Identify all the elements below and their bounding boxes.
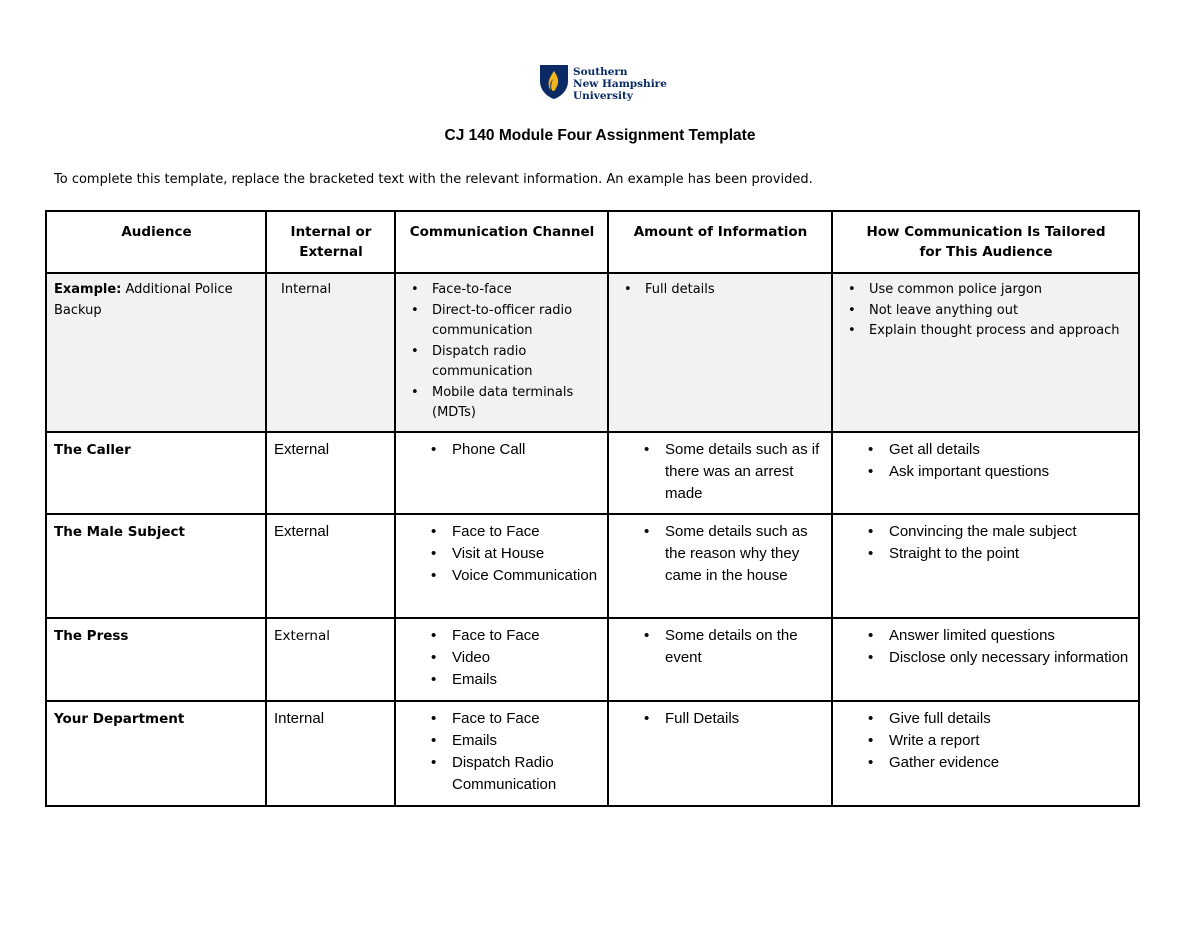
- amount-cell: [608, 432, 832, 514]
- list-item: • Give full details: [860, 708, 1132, 730]
- list-item: • Face to Face: [423, 625, 601, 647]
- header-tailored-line1: How Communication Is Tailored: [866, 224, 1106, 240]
- list-item: • Some details on the event: [636, 625, 825, 669]
- table-row: [46, 432, 1139, 514]
- list-item: • Disclose only necessary information: [860, 647, 1132, 669]
- header-audience: [46, 211, 266, 273]
- header-tailored: [832, 211, 1139, 273]
- channel-cell: [395, 618, 608, 701]
- page-title: CJ 140 Module Four Assignment Template: [444, 127, 756, 144]
- list-item: • Write a report: [860, 730, 1132, 752]
- internal-cell: [266, 432, 395, 514]
- header-channel: [395, 211, 608, 273]
- list-item: • Get all details: [860, 439, 1132, 461]
- internal-cell: [266, 618, 395, 701]
- tailored-cell: [832, 514, 1139, 618]
- amount-list: [636, 625, 825, 669]
- header-internal-line1: Internal or: [290, 224, 372, 240]
- list-item: • Emails: [423, 730, 601, 752]
- audience-cell: [46, 432, 266, 514]
- header-audience-label: Audience: [121, 224, 192, 240]
- example-audience-cell: [46, 273, 266, 432]
- list-item: • Direct-to-officer radio communication: [403, 301, 601, 342]
- header-row: [46, 211, 1139, 273]
- internal-value: Internal: [274, 710, 325, 727]
- channel-cell: [395, 514, 608, 618]
- header-amount-label: Amount of Information: [633, 224, 808, 240]
- internal-cell: [266, 701, 395, 806]
- list-item: • Full Details: [636, 708, 825, 730]
- example-amount-cell: [608, 273, 832, 432]
- example-row: [46, 273, 1139, 432]
- example-label: Example:: [54, 282, 122, 297]
- list-item: • Dispatch radio communication: [403, 342, 601, 383]
- tailored-list: [860, 708, 1132, 774]
- list-item: • Mobile data terminals (MDTs): [403, 383, 601, 424]
- channel-list: [423, 625, 601, 691]
- header-tailored-line2: for This Audience: [919, 244, 1053, 260]
- list-item: • Straight to the point: [860, 543, 1132, 565]
- tailored-cell: [832, 618, 1139, 701]
- list-item: • Convincing the male subject: [860, 521, 1132, 543]
- logo-line-2: New Hampshire: [573, 78, 667, 90]
- amount-cell: [608, 701, 832, 806]
- list-item: • Not leave anything out: [840, 301, 1132, 322]
- channel-cell: [395, 701, 608, 806]
- logo-line-1: Southern: [573, 66, 628, 78]
- list-item: • Full details: [616, 280, 825, 301]
- list-item: • Face to Face: [423, 521, 601, 543]
- list-item: • Emails: [423, 669, 601, 691]
- channel-cell: [395, 432, 608, 514]
- tailored-cell: [832, 432, 1139, 514]
- table-row: [46, 701, 1139, 806]
- tailored-cell: [832, 701, 1139, 806]
- audience-cell: [46, 618, 266, 701]
- internal-value: External: [274, 441, 330, 458]
- table-row: [46, 618, 1139, 701]
- assignment-table: [45, 210, 1140, 807]
- table-row: [46, 514, 1139, 618]
- list-item: • Some details such as the reason why they came in the house: [636, 521, 825, 587]
- channel-list: [423, 708, 601, 796]
- example-tailored-list: [840, 280, 1132, 342]
- amount-cell: [608, 514, 832, 618]
- list-item: • Phone Call: [423, 439, 601, 461]
- amount-list: [636, 439, 825, 505]
- example-audience: Additional Police Backup: [54, 282, 233, 318]
- list-item: • Voice Communication: [423, 565, 601, 587]
- list-item: • Explain thought process and approach: [840, 321, 1132, 342]
- header-channel-label: Communication Channel: [409, 224, 595, 240]
- shield-flame-icon: [539, 64, 569, 100]
- list-item: • Video: [423, 647, 601, 669]
- tailored-list: [860, 521, 1132, 565]
- audience-label: The Male Subject: [54, 524, 185, 540]
- internal-cell: [266, 514, 395, 618]
- list-item: • Gather evidence: [860, 752, 1132, 774]
- snhu-logo: [539, 64, 669, 104]
- list-item: • Use common police jargon: [840, 280, 1132, 301]
- list-item: • Visit at House: [423, 543, 601, 565]
- list-item: • Some details such as if there was an arrest made: [636, 439, 825, 505]
- amount-cell: [608, 618, 832, 701]
- logo-line-3: University: [573, 90, 633, 102]
- internal-value: External: [274, 523, 330, 540]
- example-internal-cell: [266, 273, 395, 432]
- logo-wordmark: [573, 66, 667, 102]
- example-tailored-cell: [832, 273, 1139, 432]
- audience-label: Your Department: [54, 711, 185, 727]
- internal-value: External: [274, 628, 331, 644]
- channel-list: [423, 439, 601, 461]
- example-internal: Internal: [281, 282, 332, 297]
- header-internal-external: [266, 211, 395, 273]
- list-item: • Face-to-face: [403, 280, 601, 301]
- audience-label: The Press: [54, 628, 129, 644]
- list-item: • Face to Face: [423, 708, 601, 730]
- audience-label: The Caller: [54, 442, 131, 458]
- amount-list: [636, 521, 825, 587]
- header-internal-line2: External: [299, 244, 363, 260]
- audience-cell: [46, 701, 266, 806]
- instructions-text: To complete this template, replace the bracketed text with the relevant information. An example has been provided.: [54, 172, 813, 187]
- list-item: • Dispatch Radio Communication: [423, 752, 601, 796]
- audience-cell: [46, 514, 266, 618]
- header-amount: [608, 211, 832, 273]
- list-item: • Ask important questions: [860, 461, 1132, 483]
- channel-list: [423, 521, 601, 587]
- example-channel-list: [403, 280, 601, 424]
- example-channel-cell: [395, 273, 608, 432]
- list-item: • Answer limited questions: [860, 625, 1132, 647]
- example-amount-list: [616, 280, 825, 301]
- tailored-list: [860, 625, 1132, 669]
- tailored-list: [860, 439, 1132, 483]
- amount-list: [636, 708, 825, 730]
